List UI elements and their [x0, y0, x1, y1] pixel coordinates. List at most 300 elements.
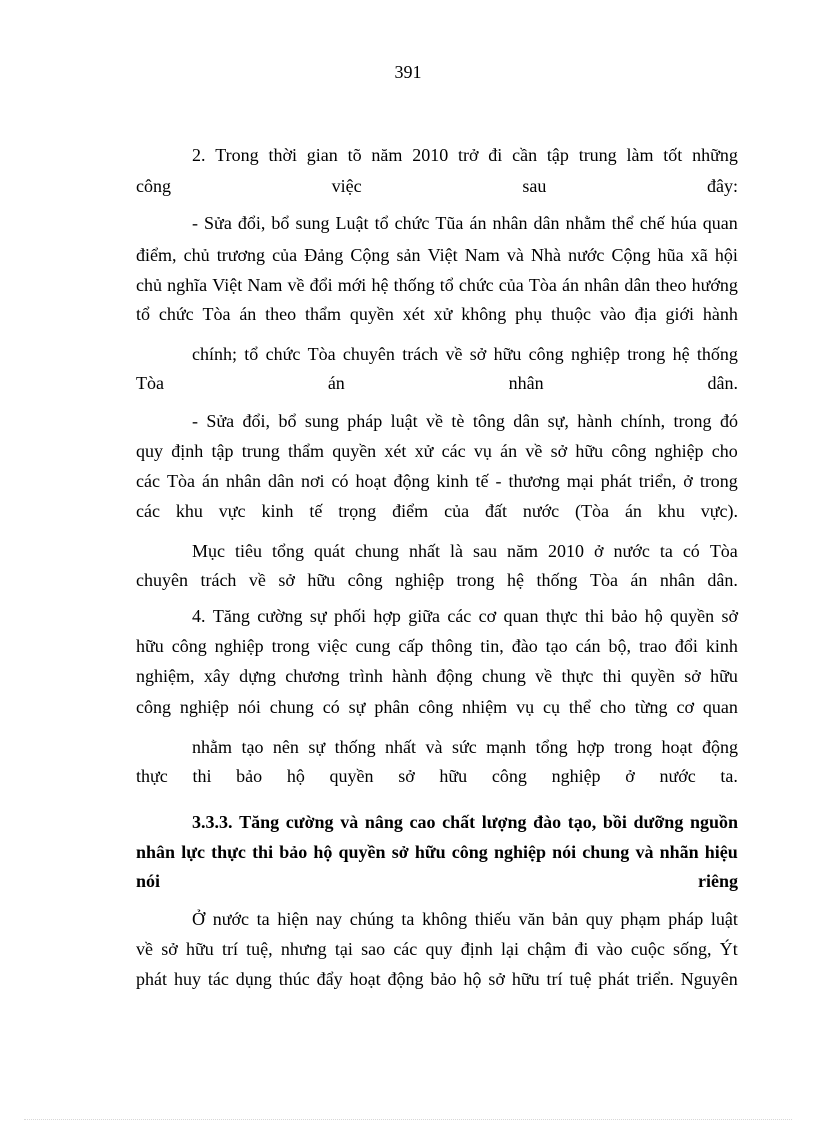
word: các	[136, 501, 160, 521]
word: 2010	[548, 541, 585, 561]
word: Tòa	[589, 570, 618, 590]
word: chính;	[192, 344, 237, 364]
word: trong	[699, 471, 738, 491]
word: công	[171, 636, 207, 656]
word: quyền	[332, 441, 377, 461]
word: và	[425, 737, 443, 757]
word: kinh	[705, 636, 738, 656]
word: năm	[371, 145, 403, 165]
word: đẩy	[316, 969, 343, 989]
word: trí	[221, 939, 238, 959]
word: phối	[333, 606, 366, 626]
word: sự	[309, 606, 327, 626]
word: thời	[268, 145, 297, 165]
word: hữu	[185, 939, 214, 959]
word: trở	[457, 145, 479, 165]
word: bảo	[611, 606, 638, 626]
word: cơ	[478, 606, 497, 626]
word: sở	[278, 570, 295, 590]
word: hoạt	[349, 969, 381, 989]
word: sao	[361, 939, 386, 959]
word: thực	[136, 766, 168, 786]
word: cho	[599, 697, 626, 717]
word: công	[136, 176, 171, 196]
word: tổ	[374, 213, 389, 233]
word: bảo	[430, 969, 457, 989]
word: động	[436, 666, 473, 686]
word: thẩm	[287, 441, 324, 461]
word: phát	[136, 969, 167, 989]
word: về	[525, 441, 543, 461]
word: tốt	[663, 145, 683, 165]
word: sau	[473, 541, 498, 561]
text-line	[192, 212, 738, 234]
word: nghiệp	[570, 344, 620, 364]
footer-rule	[24, 1119, 792, 1120]
word: thể	[568, 697, 591, 717]
word: Mục	[192, 541, 225, 561]
word: có	[331, 471, 349, 491]
word: bồi	[602, 812, 627, 832]
word: nói	[237, 697, 261, 717]
word: hợp	[373, 606, 401, 626]
text-line	[192, 540, 738, 562]
word: sở	[488, 969, 505, 989]
word: chức	[158, 304, 194, 324]
word: hữu	[307, 570, 336, 590]
word: theo	[265, 304, 297, 324]
word: trong	[271, 636, 310, 656]
word: hành	[392, 666, 428, 686]
word: về	[426, 411, 444, 431]
word: án	[624, 501, 642, 521]
word: kinh	[436, 471, 469, 491]
word: trách	[200, 570, 237, 590]
word: hiệu	[704, 842, 738, 862]
word: định	[171, 441, 204, 461]
word: khu	[657, 501, 685, 521]
word: trương	[216, 245, 266, 265]
word: trong	[627, 344, 666, 364]
word: 3.3.3.	[192, 812, 233, 832]
word: Tòa	[166, 471, 195, 491]
word: Tòa	[307, 344, 336, 364]
word: triển.	[636, 969, 674, 989]
word: ở	[625, 766, 635, 786]
word: sở	[684, 666, 701, 686]
word: trong	[456, 570, 495, 590]
word: húa	[670, 213, 697, 233]
word: hộ	[644, 606, 663, 626]
word: quan	[702, 213, 738, 233]
text-line	[136, 870, 738, 892]
text-line	[136, 440, 738, 462]
word: nghiệp	[179, 697, 229, 717]
word: án	[239, 304, 257, 324]
word: đây:	[707, 176, 738, 196]
word: động	[387, 969, 424, 989]
word: xử	[433, 304, 453, 324]
word: chung	[481, 666, 526, 686]
word: sung	[295, 213, 330, 233]
word: luật	[710, 909, 738, 929]
word: tổ	[136, 304, 151, 324]
word: cơ	[676, 697, 694, 717]
word: (Tòa	[575, 501, 610, 521]
word: thống	[696, 344, 738, 364]
word: dân	[624, 275, 651, 295]
word: đổi,	[237, 213, 266, 233]
word: dân	[533, 213, 560, 233]
word: thực	[561, 666, 594, 686]
word: điểm,	[136, 245, 177, 265]
word: hợp	[577, 737, 605, 757]
word: việc	[317, 636, 348, 656]
word: triển,	[638, 471, 677, 491]
word: lực	[181, 842, 205, 862]
word: về	[287, 275, 305, 295]
word: lại	[500, 939, 519, 959]
word: nhân	[659, 570, 695, 590]
word: Tòa	[528, 275, 557, 295]
word: ta.	[720, 766, 738, 786]
word: cao	[409, 812, 436, 832]
word: Việt	[427, 245, 458, 265]
word: tạo,	[567, 812, 597, 832]
text-line	[136, 303, 738, 325]
page-number: 391	[394, 62, 422, 82]
word: có	[682, 541, 700, 561]
word: xét	[402, 304, 425, 324]
word: sở	[161, 939, 178, 959]
word: án	[327, 373, 345, 393]
text-line	[192, 144, 738, 166]
word: quan	[702, 697, 738, 717]
word: làm	[626, 145, 654, 165]
word: trọng	[338, 501, 377, 521]
word: hữu	[710, 666, 738, 686]
word: giới	[665, 304, 695, 324]
text-line	[136, 470, 738, 492]
word: nhãn	[659, 842, 699, 862]
word: đổi,	[242, 411, 271, 431]
word: sự	[308, 737, 326, 757]
word: Nam	[247, 275, 283, 295]
word: tè	[451, 411, 465, 431]
word: thống	[393, 275, 435, 295]
word: chức	[458, 275, 494, 295]
word: vụ	[516, 697, 535, 717]
word: cấp	[398, 636, 424, 656]
word: khu	[175, 501, 203, 521]
word: thi	[602, 666, 622, 686]
word: tại	[334, 939, 353, 959]
word: phụ	[515, 304, 543, 324]
word: công	[611, 441, 647, 461]
word: nước	[613, 541, 650, 561]
word: hữu	[511, 969, 540, 989]
word: bộ,	[608, 636, 631, 656]
word: cường	[285, 812, 334, 832]
word: thuộc	[550, 304, 591, 324]
word: Nam	[464, 245, 500, 265]
word: đi	[574, 939, 589, 959]
word: hoạt	[661, 737, 693, 757]
word: hũa	[657, 245, 684, 265]
word: chúng	[349, 909, 394, 929]
word: vụ	[473, 441, 492, 461]
word: ta	[401, 909, 415, 929]
word: tổ	[244, 344, 259, 364]
word: nghiệp	[493, 842, 546, 862]
word: ở	[683, 471, 693, 491]
word: việc	[331, 176, 362, 196]
word: phát	[600, 471, 632, 491]
word: thi	[252, 842, 274, 862]
word: sở	[398, 766, 415, 786]
word: trao	[638, 636, 667, 656]
word: nghiệp	[214, 636, 264, 656]
word: của	[498, 275, 524, 295]
word: giữa	[408, 606, 440, 626]
text-line	[136, 635, 738, 657]
word: nhân	[508, 373, 544, 393]
word: Sửa	[204, 213, 232, 233]
word: sở	[550, 441, 568, 461]
word: sức	[451, 737, 477, 757]
word: quan	[503, 606, 539, 626]
word: tông	[472, 411, 505, 431]
word: tổng	[272, 541, 305, 561]
text-line	[192, 410, 738, 432]
word: thẩm	[305, 304, 342, 324]
word: tạo	[545, 636, 568, 656]
word: tổng	[535, 737, 568, 757]
word: xã	[690, 245, 708, 265]
word: về	[445, 344, 463, 364]
word: Đảng	[304, 245, 344, 265]
word: nghĩa	[167, 275, 208, 295]
word: Việt	[212, 275, 243, 295]
word: các	[447, 606, 472, 626]
word: cường	[257, 606, 303, 626]
word: năm	[507, 541, 539, 561]
word: văn	[518, 909, 545, 929]
word: án	[201, 471, 219, 491]
word: gian	[306, 145, 338, 165]
word: sở	[721, 606, 738, 626]
word: bảo	[236, 766, 263, 786]
word: vực	[218, 501, 246, 521]
text-line	[136, 500, 738, 522]
word: Trong	[215, 145, 259, 165]
text-line	[192, 605, 738, 627]
word: những	[692, 145, 738, 165]
word: hệ	[672, 344, 690, 364]
word: nhân	[225, 471, 261, 491]
word: hộ	[286, 766, 305, 786]
word: chức	[265, 344, 301, 364]
word: hiện	[277, 909, 309, 929]
word: cung	[355, 636, 391, 656]
word: Ở	[192, 909, 205, 929]
word: xử	[414, 441, 434, 461]
word: công	[451, 842, 488, 862]
word: sự,	[547, 411, 569, 431]
text-line	[192, 811, 738, 833]
word: cuộc	[630, 939, 665, 959]
word: các	[136, 471, 160, 491]
word: thi	[192, 766, 212, 786]
word: thúc	[278, 969, 310, 989]
word: ta	[256, 909, 270, 929]
word: dân.	[707, 570, 738, 590]
word: đổi	[309, 275, 333, 295]
word: chất	[442, 812, 476, 832]
word: hành	[577, 411, 613, 431]
word: trình	[348, 666, 383, 686]
word: quy	[585, 909, 613, 929]
word: từng	[634, 697, 668, 717]
word: thương	[508, 471, 560, 491]
text-line	[136, 244, 738, 266]
text-line	[136, 274, 738, 296]
word: vào	[599, 304, 626, 324]
word: hữu	[439, 766, 468, 786]
word: hữu	[136, 636, 164, 656]
word: nghiệm,	[136, 666, 195, 686]
text-line	[136, 372, 738, 394]
word: xây	[203, 666, 230, 686]
word: quyền	[329, 766, 374, 786]
word: sản	[396, 245, 421, 265]
word: hoạt	[355, 471, 387, 491]
word: dựng	[239, 666, 276, 686]
word: nói	[136, 871, 161, 891]
word: động	[701, 737, 738, 757]
word: đó	[719, 411, 738, 431]
word: hành	[702, 304, 738, 324]
word: chung	[355, 541, 400, 561]
word: Cộng	[350, 245, 390, 265]
word: nhiệm	[462, 697, 508, 717]
word: cụ	[543, 697, 560, 717]
word: tạo	[241, 737, 264, 757]
word: 4.	[192, 606, 206, 626]
word: nước	[659, 766, 696, 786]
word: dụng	[235, 969, 272, 989]
word: tế	[309, 501, 323, 521]
word: quyền	[338, 842, 386, 862]
word: -	[192, 213, 198, 233]
word: pháp	[668, 909, 704, 929]
word: Tòa	[202, 304, 231, 324]
word: Cộng	[611, 245, 651, 265]
word: nguồn	[689, 812, 738, 832]
word: hướng	[691, 275, 738, 295]
word: tế	[475, 471, 489, 491]
word: hộ	[313, 842, 333, 862]
word: mại	[566, 471, 594, 491]
word: cần	[512, 145, 538, 165]
word: và	[506, 245, 524, 265]
word: riêng	[698, 871, 738, 891]
word: trong	[673, 411, 712, 431]
word: nhất	[409, 541, 441, 561]
word: chức	[394, 213, 430, 233]
word: hệ	[371, 275, 389, 295]
word: nước	[212, 909, 249, 929]
word: Luật	[335, 213, 369, 233]
word: quy	[425, 939, 453, 959]
word: pháp	[347, 411, 383, 431]
word: tập	[546, 145, 569, 165]
word: có	[322, 697, 340, 717]
word: phát	[598, 969, 630, 989]
word: tổ	[439, 275, 454, 295]
word: bảo	[279, 842, 308, 862]
word: chủ	[183, 245, 210, 265]
word: bổ	[271, 213, 290, 233]
word: tiêu	[235, 541, 262, 561]
word: địa	[634, 304, 657, 324]
text-line	[136, 765, 738, 787]
word: án	[469, 213, 487, 233]
word: phân	[374, 697, 410, 717]
word: công	[528, 344, 564, 364]
word: tác	[207, 969, 229, 989]
word: nên	[272, 737, 299, 757]
word: Tòa	[136, 373, 164, 393]
word: hữu	[414, 842, 446, 862]
word: dân	[267, 471, 294, 491]
word: thi	[585, 606, 605, 626]
word: nước	[522, 501, 560, 521]
text-line	[136, 968, 738, 990]
word: vực).	[700, 501, 738, 521]
word: thực	[545, 606, 578, 626]
word: nâng	[364, 812, 403, 832]
word: Tũa	[435, 213, 464, 233]
word: nghiệp	[654, 441, 704, 461]
word: kinh	[261, 501, 294, 521]
word: thống	[536, 570, 578, 590]
word: không	[422, 909, 468, 929]
word: nghiệp	[551, 766, 601, 786]
word: nhưng	[280, 939, 327, 959]
word: quy	[136, 441, 163, 461]
word: các	[441, 441, 466, 461]
word: 2010	[412, 145, 449, 165]
word: Nhà	[530, 245, 561, 265]
word: thiếu	[474, 909, 511, 929]
text-line	[136, 665, 738, 687]
word: nhất	[385, 737, 417, 757]
word: về	[248, 570, 266, 590]
word: tuệ,	[246, 939, 273, 959]
text-line	[192, 736, 738, 758]
word: vào	[596, 939, 623, 959]
text-line	[136, 841, 738, 863]
text-line	[192, 343, 738, 365]
word: sống,	[673, 939, 712, 959]
word: thống	[334, 737, 376, 757]
word: Ýt	[719, 939, 738, 959]
word: án	[562, 275, 580, 295]
word: thông	[431, 636, 473, 656]
word: 2.	[192, 145, 206, 165]
word: và	[635, 842, 654, 862]
